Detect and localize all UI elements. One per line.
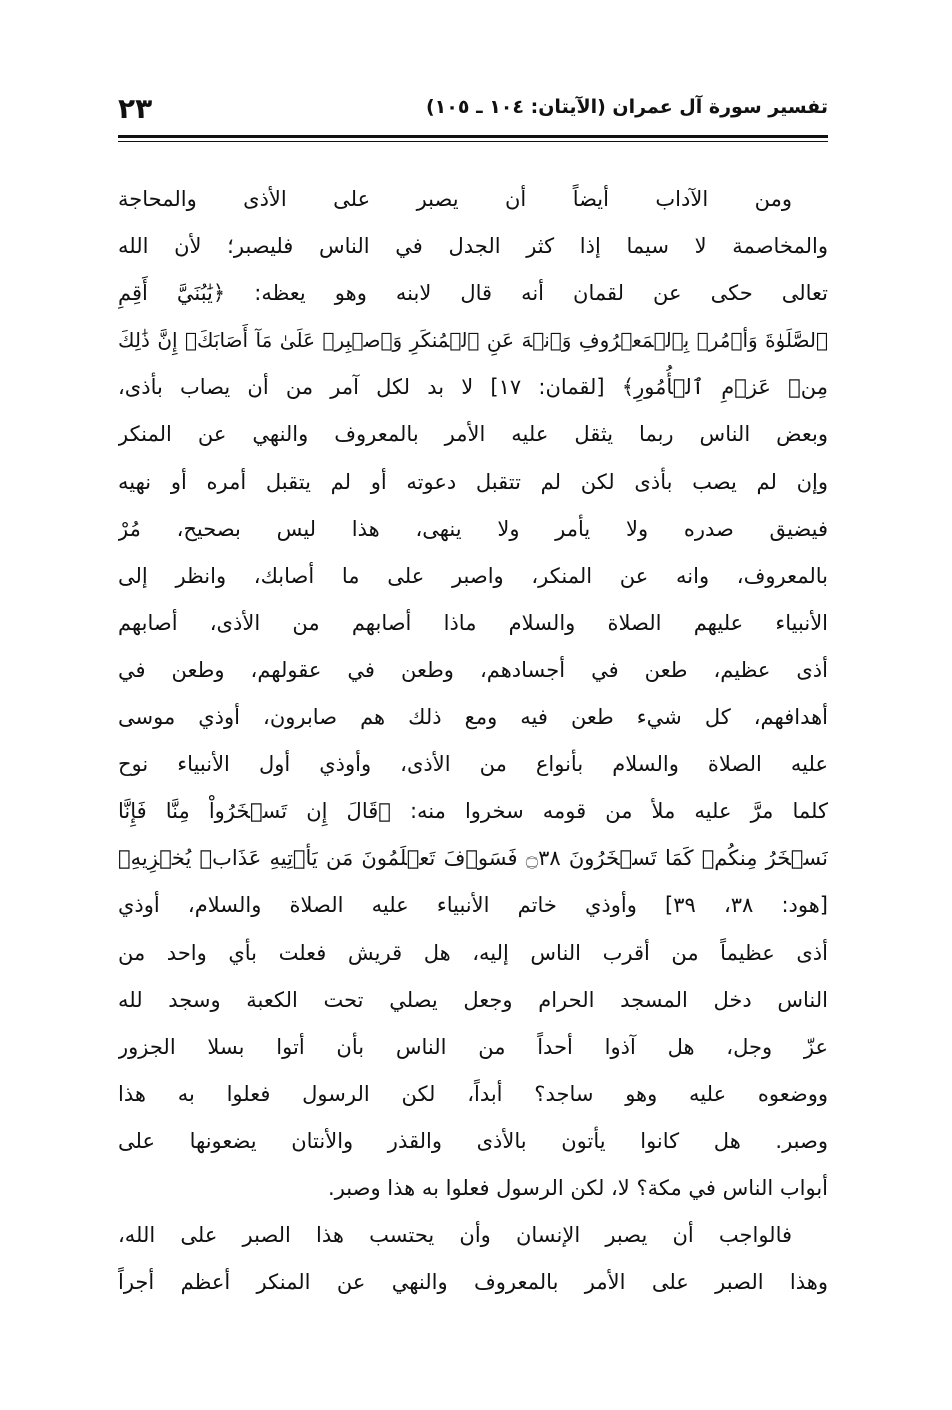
quran-verse-line: نَسۡخَرُ مِنكُمۡ كَمَا تَسۡخَرُونَ ۝٣٨ فَسَوۡفَ تَعۡلَمُونَ مَن يَأۡتِيهِ عَذَابٞ يُخۡزِيهِ﴾: [118, 846, 828, 871]
text-line: وإن لم يصب بأذى لكن لم تتقبل دعوته أو لم يتقبل أمره أو نهيه: [118, 469, 828, 494]
text-line: الناس دخل المسجد الحرام وجعل يصلي تحت الكعبة وسجد لله: [118, 987, 828, 1012]
page-number: ٢٣: [118, 92, 153, 125]
text-line: فيضيق صدره ولا يأمر ولا ينهى، هذا ليس بصحيح، مُرْ: [118, 516, 828, 541]
text-line: الأنبياء عليهم الصلاة والسلام ماذا أصابهم من الأذى، أصابهم: [118, 610, 828, 635]
text-line: وهذا الصبر على الأمر بالمعروف والنهي عن المنكر أعظم أجراً: [118, 1270, 828, 1295]
header-rule-thick: [118, 135, 828, 138]
text-line: كلما مرَّ عليه ملأ من قومه سخروا منه: ﴿قَالَ إِن تَسۡخَرُواْ مِنَّا فَإِنَّا: [118, 799, 828, 824]
text-line: أذى عظيم، طعن في أجسادهم، وطعن في عقولهم، وطعن في: [118, 657, 828, 682]
text-line: وصبر. هل كانوا يأتون بالأذى والقذر والأنتان يضعونها على: [118, 1128, 828, 1153]
quran-verse-line: ٱلصَّلَوٰةَ وَأۡمُرۡ بِٱلۡمَعۡرُوفِ وَٱنۡهَ عَنِ ٱلۡمُنكَرِ وَٱصۡبِرۡ عَلَىٰ مَآ أَصَابَكَۖ إِنَّ ذَٰلِكَ: [118, 328, 828, 353]
text-line: عليه الصلاة والسلام بأنواع من الأذى، وأوذي أول الأنبياء نوح: [118, 752, 828, 777]
text-line: عزّ وجل، هل آذوا أحداً من الناس بأن أتوا بسلا الجزور: [118, 1034, 828, 1059]
text-line: ومن الآداب أيضاً أن يصبر على الأذى والمحاجة: [118, 187, 792, 211]
text-line: ووضعوه عليه وهو ساجد؟ أبداً، لكن الرسول فعلوا به هذا: [118, 1081, 828, 1106]
text-line: تعالى حكى عن لقمان أنه قال لابنه وهو يعظه: ﴿يَٰبُنَيَّ أَقِمِ: [118, 281, 828, 306]
running-header: [118, 92, 828, 136]
text-line: فالواجب أن يصبر الإنسان وأن يحتسب هذا الصبر على الله،: [118, 1223, 792, 1248]
header-rule-thin: [118, 141, 828, 142]
text-line: أبواب الناس في مكة؟ لا، لكن الرسول فعلوا به هذا وصبر.: [328, 1175, 828, 1200]
text-line: [هود: ٣٨، ٣٩] وأوذي خاتم الأنبياء عليه الصلاة والسلام، أوذي: [118, 893, 828, 918]
text-line: أهدافهم، كل شيء طعن فيه ومع ذلك هم صابرون، أوذي موسى: [118, 705, 828, 730]
text-line: والمخاصمة لا سيما إذا كثر الجدل في الناس فليصبر؛ لأن الله: [118, 234, 828, 259]
body-text: [118, 176, 828, 1306]
text-line: أذى عظيماً من أقرب الناس إليه، هل قريش فعلت بأي واحد من: [118, 940, 828, 965]
text-line: بالمعروف، وانه عن المنكر، واصبر على ما أصابك، وانظر إلى: [118, 563, 828, 588]
text-line: مِنۡ عَزۡمِ ٱلۡأُمُورِ﴾ [لقمان: ١٧] لا بد لكل آمر من أن يصاب بأذى،: [118, 375, 828, 400]
text-line: وبعض الناس ربما يثقل عليه الأمر بالمعروف والنهي عن المنكر: [118, 422, 828, 447]
chapter-title: تفسير سورة آل عمران (الآيتان: ١٠٤ ـ ١٠٥): [425, 96, 828, 118]
